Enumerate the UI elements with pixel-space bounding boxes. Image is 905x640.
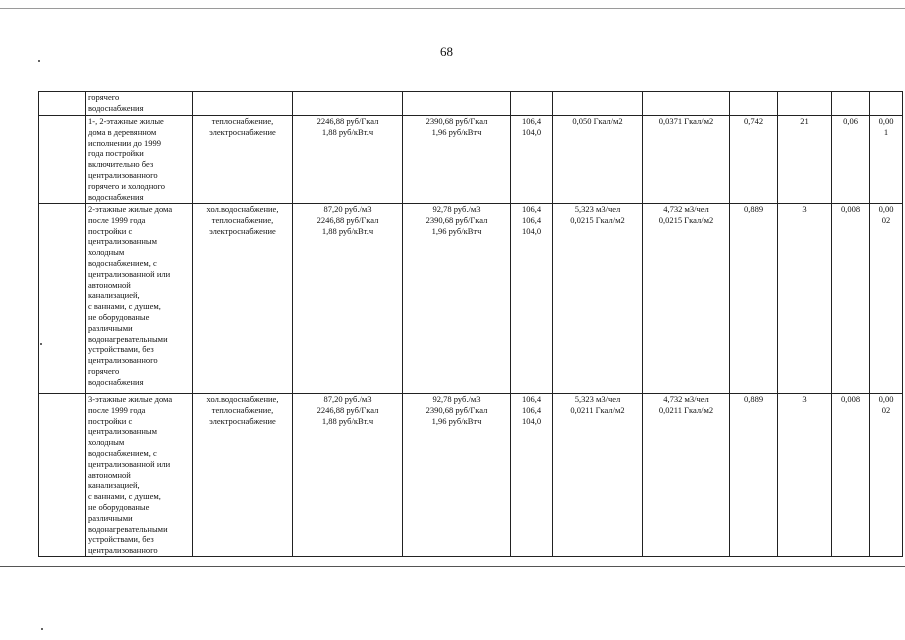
index-cell: 106,4 106,4 104,0 <box>511 394 553 557</box>
share-small-cell <box>870 92 903 116</box>
utilities-cell <box>193 92 293 116</box>
count-cell: 3 <box>778 394 832 557</box>
utilities-cell: теплоснабжение, электроснабжение <box>193 116 293 204</box>
tariff-new-cell: 2390,68 руб/Гкал 1,96 руб/кВтч <box>403 116 511 204</box>
utilities-cell: хол.водоснабжение, теплоснабжение, электроснабжение <box>193 204 293 394</box>
coefficient-cell: 0,742 <box>730 116 778 204</box>
tariff-new-cell: 92,78 руб./м3 2390,68 руб/Гкал 1,96 руб/кВтч <box>403 394 511 557</box>
share-small-cell: 0,00 02 <box>870 204 903 394</box>
norm-old-cell <box>553 92 643 116</box>
coefficient-cell: 0,889 <box>730 394 778 557</box>
share-cell: 0,008 <box>832 204 870 394</box>
norm-new-cell: 4,732 м3/чел 0,0215 Гкал/м2 <box>643 204 730 394</box>
tariff-new-cell <box>403 92 511 116</box>
norm-new-cell: 4,732 м3/чел 0,0211 Гкал/м2 <box>643 394 730 557</box>
tariff-old-cell: 2246,88 руб/Гкал 1,88 руб/кВт.ч <box>293 116 403 204</box>
utilities-cell: хол.водоснабжение, теплоснабжение, электроснабжение <box>193 394 293 557</box>
count-cell: 21 <box>778 116 832 204</box>
tariff-old-cell: 87,20 руб./м3 2246,88 руб/Гкал 1,88 руб/кВт.ч <box>293 204 403 394</box>
housing-type-cell: 1-, 2-этажные жилые дома в деревянном исполнении до 1999 года постройки включительно без централизованного горячего и холодного водоснабжения <box>86 116 193 204</box>
row-number-cell <box>39 116 86 204</box>
scan-top-edge-line <box>0 8 905 9</box>
housing-type-cell: 3-этажные жилые дома после 1999 года постройки с централизованным холодным водоснабжением, с централизованной или автономной канализацией, с ваннами, с душем, не оборудованые различными водонагревательными устройствами, без централизованного <box>86 394 193 557</box>
scan-speck <box>41 628 43 630</box>
count-cell <box>778 92 832 116</box>
tariff-old-cell: 87,20 руб./м3 2246,88 руб/Гкал 1,88 руб/кВт.ч <box>293 394 403 557</box>
housing-type-cell: 2-этажные жилые дома после 1999 года постройки с централизованным холодным водоснабжением, с централизованной или автономной канализацией, с ваннами, с душем, не оборудованые различными водонагревательными устройствами, без централизованного горячего водоснабжения <box>86 204 193 394</box>
table-row <box>39 116 903 204</box>
index-cell: 106,4 104,0 <box>511 116 553 204</box>
row-number-cell <box>39 92 86 116</box>
page-number: 68 <box>440 44 453 59</box>
table-cut-line <box>0 566 905 567</box>
norm-old-cell: 5,323 м3/чел 0,0211 Гкал/м2 <box>553 394 643 557</box>
tariff-new-cell: 92,78 руб./м3 2390,68 руб/Гкал 1,96 руб/кВтч <box>403 204 511 394</box>
share-small-cell: 0,00 02 <box>870 394 903 557</box>
index-cell: 106,4 106,4 104,0 <box>511 204 553 394</box>
tariff-old-cell <box>293 92 403 116</box>
norm-new-cell: 0,0371 Гкал/м2 <box>643 116 730 204</box>
table-row <box>39 92 903 116</box>
share-cell: 0,06 <box>832 116 870 204</box>
row-number-cell <box>39 204 86 394</box>
coefficient-cell <box>730 92 778 116</box>
share-small-cell: 0,00 1 <box>870 116 903 204</box>
tariff-table <box>38 91 903 557</box>
coefficient-cell: 0,889 <box>730 204 778 394</box>
norm-new-cell <box>643 92 730 116</box>
share-cell <box>832 92 870 116</box>
share-cell: 0,008 <box>832 394 870 557</box>
housing-type-cell: горячего водоснабжения <box>86 92 193 116</box>
table-row <box>39 394 903 557</box>
norm-old-cell: 5,323 м3/чел 0,0215 Гкал/м2 <box>553 204 643 394</box>
norm-old-cell: 0,050 Гкал/м2 <box>553 116 643 204</box>
scan-speck <box>38 60 40 62</box>
index-cell <box>511 92 553 116</box>
table-row <box>39 204 903 394</box>
row-number-cell <box>39 394 86 557</box>
count-cell: 3 <box>778 204 832 394</box>
